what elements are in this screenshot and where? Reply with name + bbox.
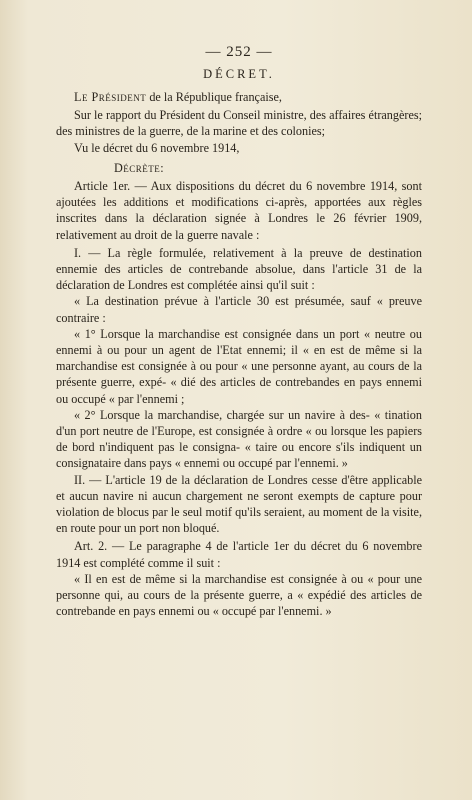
- section-2-paragraph: II. — L'article 19 de la déclaration de Londres cesse d'être applicable et aucun navire ni aucun chargement ne seront exempts de capture pour violation de blocus par le seul motif qu'ils seraient, au moment de la visite, en route pour un port non bloqué.: [56, 472, 422, 536]
- president-label: Le Président: [74, 90, 147, 104]
- decree-title: DÉCRET.: [203, 67, 275, 81]
- section-1-quote-1: « La destination prévue à l'article 30 est présumée, sauf « preuve contraire :: [56, 294, 422, 325]
- president-line: [56, 89, 422, 105]
- president-rest: de la République française,: [146, 90, 282, 104]
- section-1-quote-2: « 1° Lorsque la marchandise est consignée dans un port « neutre ou ennemi à ou pour un agent de l'Etat ennemi; il « en est de même si la marchandise est consignée à ou pour « une personne ayant, au cours de la présente guerre, expé- « dié des articles de contrebandes en pays ennemi ou occupé « par l'ennemi ;: [56, 326, 422, 406]
- section-1-paragraph: I. — La règle formulée, relativement à la preuve de destination ennemie des articles de contrebande absolue, dans l'article 31 de la déclaration de Londres est complétée ainsi qu'il suit :: [56, 245, 422, 293]
- article-2-paragraph: Art. 2. — Le paragraphe 4 de l'article 1er du décret du 6 novembre 1914 est complété comme il suit :: [56, 539, 422, 570]
- decrete-heading: Décrète:: [114, 160, 165, 175]
- article-2-quote: « Il en est de même si la marchandise est consignée à ou « pour une personne qui, au cours de la présente guerre, a « expédié des articles de contrebande en pays ennemi ou « occupé par l'ennemi. »: [56, 571, 422, 619]
- article-1-paragraph: Article 1er. — Aux dispositions du décret du 6 novembre 1914, sont ajoutées les additions et modifications ci-après, apportées aux règles inscrites dans la déclaration signée à Londres le 26 février 1909, relativement au droit de la guerre navale :: [56, 179, 422, 242]
- section-1-quote-3: « 2° Lorsque la marchandise, chargée sur un navire à des- « tination d'un port neutre de l'Europe, est consignée à ordre « ou lorsque les papiers de bord n'indiquent pas le consigna- « taire ou encore s'ils indiquent un consignataire dans pays « ennemi ou occupé par l'ennemi. »: [56, 407, 422, 471]
- vu-paragraph: Vu le décret du 6 novembre 1914,: [74, 140, 240, 155]
- page-number: — 252 —: [205, 44, 273, 60]
- rapport-paragraph: Sur le rapport du Président du Conseil ministre, des affaires étrangères; des ministres de la guerre, de la marine et des colonies;: [56, 108, 422, 139]
